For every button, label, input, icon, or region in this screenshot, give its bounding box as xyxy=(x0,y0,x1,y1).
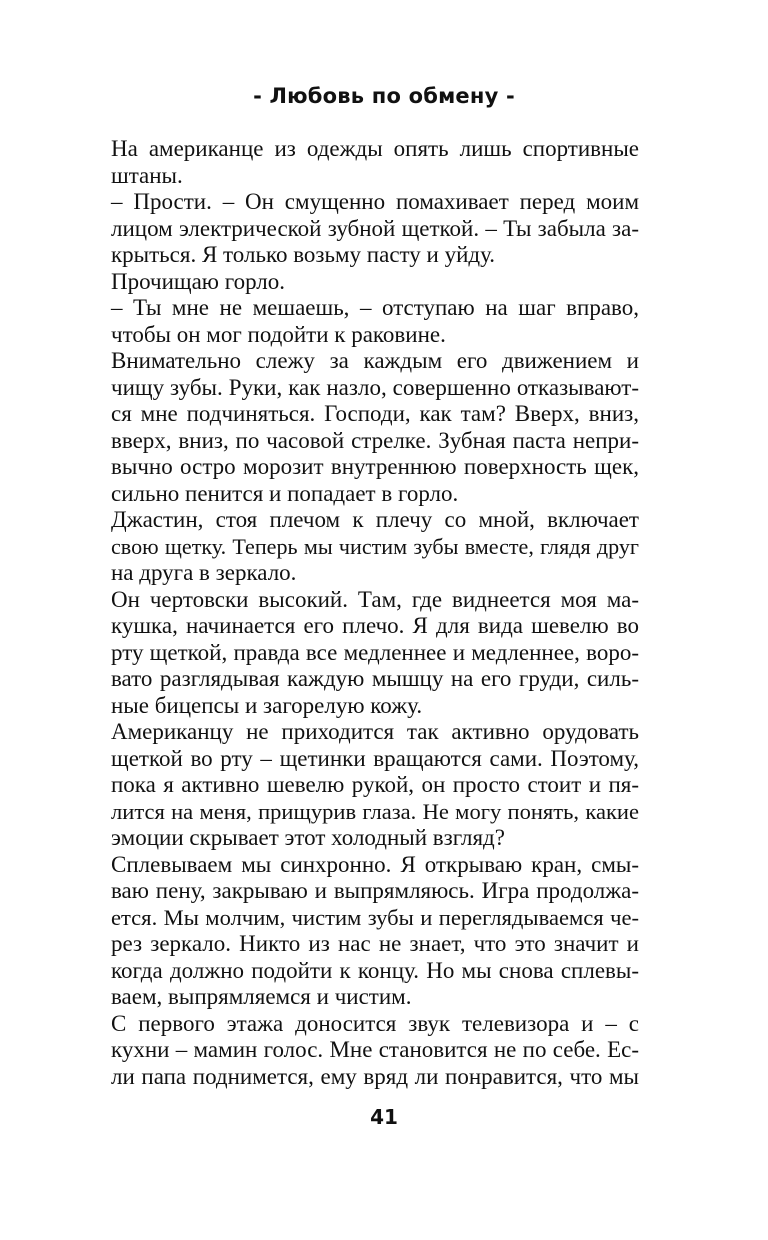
text-line: лицом электрической зубной щеткой. – Ты забыла за- xyxy=(111,215,639,241)
text-line: – Ты мне не мешаешь, – отступаю на шаг вправо, xyxy=(111,295,639,320)
page-number: 41 xyxy=(370,1105,398,1129)
text-line: щеткой во рту – щетинки вращаются сами. Поэтому, xyxy=(111,745,639,771)
text-line: Сплевываем мы синхронно. Я открываю кран, смы- xyxy=(111,851,639,877)
text-line: На американце из одежды опять лишь спортивные xyxy=(111,136,639,161)
text-line: чтобы он мог подойти к раковине. xyxy=(111,321,446,347)
text-line: Прочищаю горло. xyxy=(111,268,286,294)
text-line: Он чертовски высокий. Там, где виднеется моя ма- xyxy=(111,586,639,612)
text-line: пока я активно шевелю рукой, он просто стоит и пя- xyxy=(111,772,639,797)
text-line: лится на меня, прищурив глаза. Не могу понять, какие xyxy=(111,798,639,824)
text-line: когда должно подойти к концу. Но мы снова сплевы- xyxy=(111,957,639,983)
body-text xyxy=(111,136,639,1090)
text-line: ли папа поднимется, ему вряд ли понравится, что мы xyxy=(111,1063,639,1089)
text-line: эмоции скрывает этот холодный взгляд? xyxy=(111,825,505,850)
text-line: ваю пену, закрываю и выпрямляюсь. Игра продолжа- xyxy=(111,878,639,903)
text-line: на друга в зеркало. xyxy=(111,560,297,585)
text-line: свою щетку. Теперь мы чистим зубы вместе, глядя друг xyxy=(111,533,639,559)
text-line: рту щеткой, правда все медленнее и медленнее, воро- xyxy=(111,639,639,665)
text-line: штаны. xyxy=(111,162,183,188)
text-line: сильно пенится и попадает в горло. xyxy=(111,480,459,506)
text-line: Внимательно слежу за каждым его движением и xyxy=(111,348,639,373)
text-line: вато разглядывая каждую мышцу на его груди, силь- xyxy=(111,666,639,691)
text-line: вычно остро морозит внутреннюю поверхность щек, xyxy=(111,454,639,479)
text-line: ся мне подчиняться. Господи, как там? Вверх, вниз, xyxy=(111,401,639,426)
text-line: крыться. Я только возьму пасту и уйду. xyxy=(111,242,496,267)
text-line: Американцу не приходится так активно орудовать xyxy=(111,719,639,744)
text-line: ется. Мы молчим, чистим зубы и переглядываемся че- xyxy=(111,904,639,930)
text-line: ные бицепсы и загорелую кожу. xyxy=(111,692,423,718)
text-line: кушка, начинается его плечо. Я для вида шевелю во xyxy=(111,613,639,638)
text-line: чищу зубы. Руки, как назло, совершенно отказывают- xyxy=(111,374,639,400)
text-line: С первого этажа доносится звук телевизора и – с xyxy=(111,1010,639,1036)
text-line: рез зеркало. Никто из нас не знает, что это значит и xyxy=(111,931,639,956)
text-line: ваем, выпрямляемся и чистим. xyxy=(111,984,412,1009)
text-line: кухни – мамин голос. Мне становится не по себе. Ес- xyxy=(111,1037,639,1062)
text-line: Джастин, стоя плечом к плечу со мной, включает xyxy=(111,507,639,532)
text-line: вверх, вниз, по часовой стрелке. Зубная паста непри- xyxy=(111,427,639,453)
running-title: - Любовь по обмену - xyxy=(253,84,515,108)
text-line: – Прости. – Он смущенно помахивает перед моим xyxy=(111,189,639,214)
